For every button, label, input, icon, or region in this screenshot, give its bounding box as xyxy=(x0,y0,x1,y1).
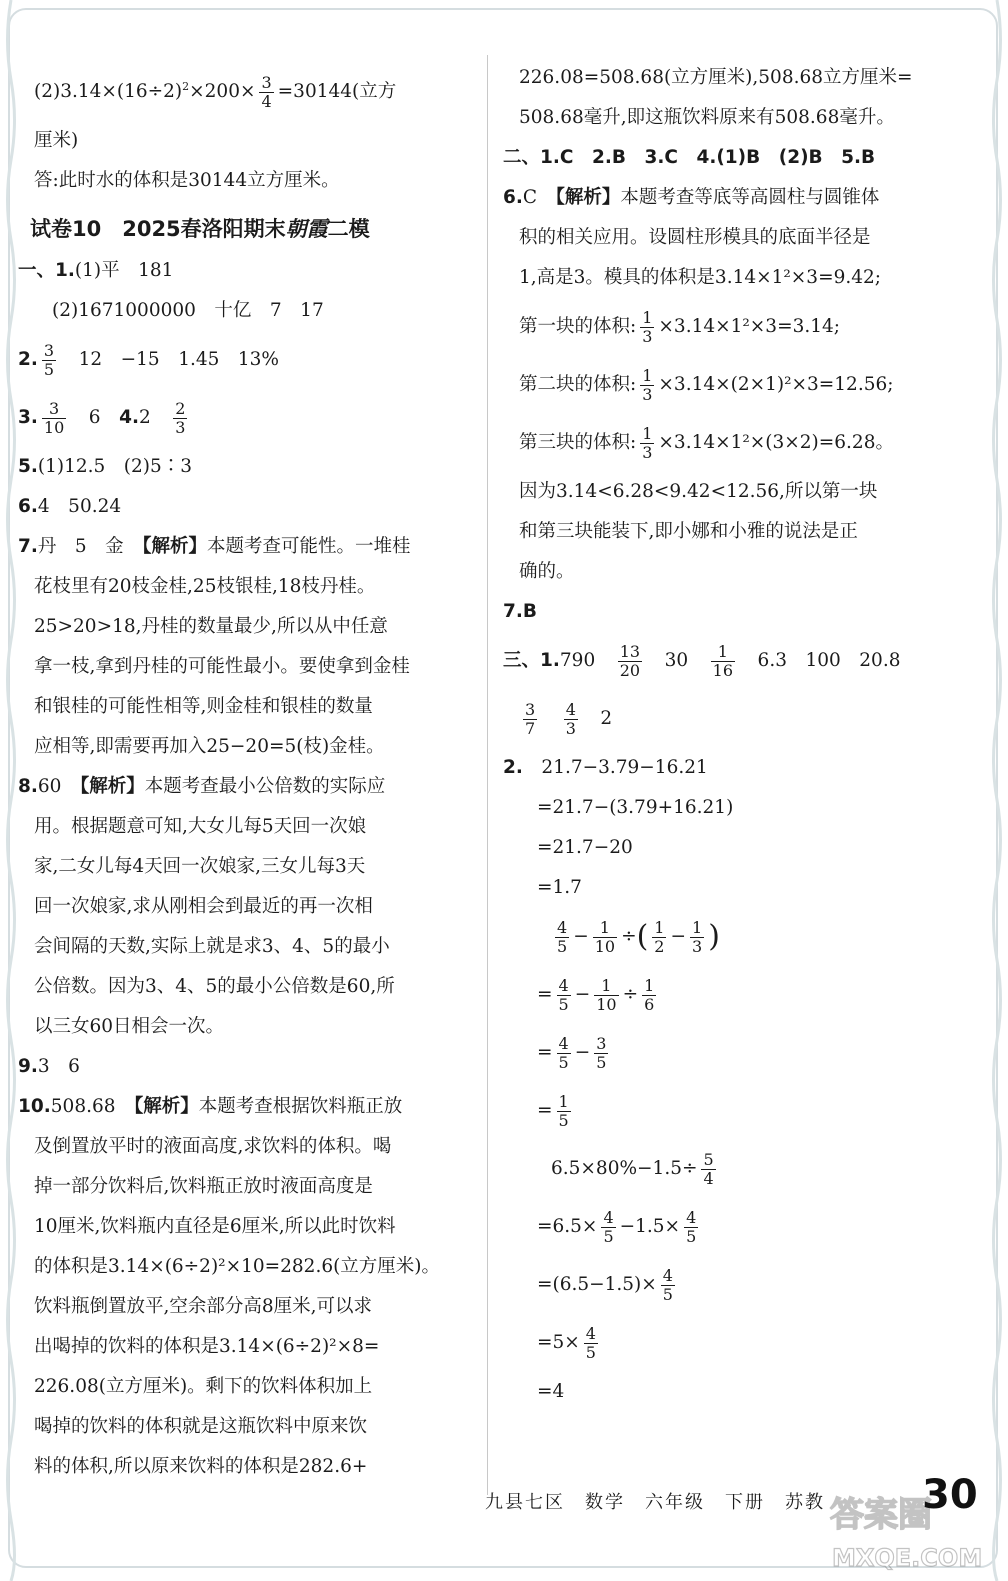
question-10: 10.508.68 【解析】本题考查根据饮料瓶正放 xyxy=(18,1096,403,1118)
explanation-line: 出喝掉的饮料的体积是3.14×(6÷2)²×8= xyxy=(34,1336,380,1358)
question-2: 2. $\frac{3}{5}$ 12 −15 1.45 13% xyxy=(18,340,280,379)
calc-line: = $\frac{4}{5}$ − $\frac{3}{5}$ xyxy=(537,1033,607,1072)
answer-line: 第一块的体积: $\frac{1}{3}$ ×3.14×1²×3=3.14; xyxy=(519,307,840,346)
footer-subject: 数学 xyxy=(585,1492,625,1513)
fraction: $\frac{3}{4}$ xyxy=(261,72,272,111)
question-9: 9.3 6 xyxy=(18,1056,80,1078)
answer-line: 第三块的体积: $\frac{1}{3}$ ×3.14×1²×(3×2)=6.28。 xyxy=(519,423,894,462)
svg-text:答案圈: 答案圈 xyxy=(830,1495,932,1535)
explanation-line: 会间隔的天数,实际上就是求3、4、5的最小 xyxy=(34,936,390,958)
column-divider xyxy=(487,55,488,1495)
explanation-line: 和银桂的可能性相等,则金桂和银桂的数量 xyxy=(34,696,373,718)
explanation-line: 10厘米,饮料瓶内直径是6厘米,所以此时饮料 xyxy=(34,1216,396,1238)
answer-line: 答:此时水的体积是30144立方厘米。 xyxy=(34,170,340,192)
page-footer xyxy=(485,1488,825,1514)
explanation-line: 用。根据题意可知,大女儿每5天回一次娘 xyxy=(34,816,367,838)
answer-line: 厘米) xyxy=(34,130,79,152)
logo-text: 朝霞 xyxy=(285,216,328,242)
explanation-line: 拿一枝,拿到丹桂的可能性最小。要使拿到金桂 xyxy=(34,656,410,678)
answer-line: 积的相关应用。设圆柱形模具的底面半径是 xyxy=(519,227,871,248)
explanation-line: 以三女60日相会一次。 xyxy=(34,1016,225,1038)
answer-line: 508.68毫升,即这瓶饮料原来有508.68毫升。 xyxy=(519,107,895,128)
question-10-explanation xyxy=(18,1127,473,1487)
svg-text:MXQE.COM: MXQE.COM xyxy=(832,1544,983,1572)
calc-line: $\frac{4}{5}$ − $\frac{1}{10}$ ÷( $\frac{1}{2}$ − $\frac{1}{3}$ ) xyxy=(557,917,720,956)
explanation-line: 回一次娘家,求从刚相会到最近的再一次相 xyxy=(34,896,373,918)
explanation-line: 掉一部分饮料后,饮料瓶正放时液面高度是 xyxy=(34,1176,373,1198)
answer-line: 226.08=508.68(立方厘米),508.68立方厘米= xyxy=(519,67,913,88)
answer-line: $(2)3.14\times(16\div 2)^2\times 200\times$ $\frac{3}{4}$ =30144(立方 xyxy=(34,72,397,111)
section-3-q1-cont: $\frac{3}{7}$ $\frac{4}{3}$ 2 xyxy=(525,699,613,738)
answer-line: 和第三块能装下,即小娜和小雅的说法是正 xyxy=(519,521,858,542)
footer-edition: 苏教 xyxy=(785,1492,825,1513)
footer-grade: 六年级 xyxy=(645,1492,705,1513)
left-column xyxy=(18,58,473,1487)
calc-line: 2. 21.7−3.79−16.21 xyxy=(503,757,708,778)
explanation-line: 应相等,即需要再加入25−20=5(枝)金桂。 xyxy=(34,736,385,758)
question-6: 6.4 50.24 xyxy=(18,496,122,518)
question-7-explanation xyxy=(18,567,473,767)
explanation-line: 饮料瓶倒置放平,空余部分高8厘米,可以求 xyxy=(34,1296,373,1318)
question-8: 8.60 【解析】本题考查最小公倍数的实际应 xyxy=(18,776,386,798)
explanation-line: 花枝里有20枝金桂,25枝银桂,18枝丹桂。 xyxy=(34,576,376,598)
answer-line: 确的。 xyxy=(519,561,575,582)
calc-line: =1.7 xyxy=(537,877,582,898)
calc-line: =21.7−20 xyxy=(537,837,633,858)
question-6: 6.C 【解析】本题考查等底等高圆柱与圆锥体 xyxy=(503,187,880,208)
calc-line: =21.7−(3.79+16.21) xyxy=(537,797,734,818)
calc-line: = $\frac{4}{5}$ − $\frac{1}{10}$ ÷ $\frac{1}{6}$ xyxy=(537,975,655,1014)
question-8-explanation xyxy=(18,807,473,1047)
answer-line: 第二块的体积: $\frac{1}{3}$ ×3.14×(2×1)²×3=12.56; xyxy=(519,365,894,404)
question-7: 7.B xyxy=(503,601,538,622)
section-3-q1: 三、1.790 $\frac{13}{20}$ 30 $\frac{1}{16}$ 6.3 100 20.8 xyxy=(503,641,901,680)
explanation-line: 及倒置放平时的液面高度,求饮料的体积。喝 xyxy=(34,1136,392,1158)
page-number: 30 xyxy=(922,1472,978,1518)
explanation-line: 25>20>18,丹桂的数量最少,所以从中任意 xyxy=(34,616,388,638)
footer-term: 下册 xyxy=(725,1492,765,1513)
section-title: 试卷10 2025春洛阳期末朝霞二模 xyxy=(30,216,370,242)
calc-line: =4 xyxy=(537,1381,565,1402)
question-5: 5.(1)12.5 (2)5∶3 xyxy=(18,456,193,478)
explanation-line: 喝掉的饮料的体积就是这瓶饮料中原来饮 xyxy=(34,1416,368,1438)
explanation-line: 226.08(立方厘米)。剩下的饮料体积加上 xyxy=(34,1376,373,1398)
explanation-line: 的体积是3.14×(6÷2)²×10=282.6(立方厘米)。 xyxy=(34,1256,441,1278)
explanation-line: 家,二女儿每4天回一次娘家,三女儿每3天 xyxy=(34,856,366,878)
section-2-answers: 二、1.C 2.B 3.C 4.(1)B (2)B 5.B xyxy=(503,147,876,168)
footer-region: 九县七区 xyxy=(485,1492,565,1513)
question-3-4: 3. $\frac{3}{10}$ 6 4.2 $\frac{2}{3}$ xyxy=(18,398,186,437)
right-column xyxy=(503,58,958,1412)
explanation-line: 公倍数。因为3、4、5的最小公倍数是60,所 xyxy=(34,976,395,998)
calc-line: =6.5× $\frac{4}{5}$ −1.5× $\frac{4}{5}$ xyxy=(537,1207,697,1246)
question-1a: 一、1.(1)平 181 xyxy=(18,260,174,282)
calc-line: 6.5×80%−1.5÷ $\frac{5}{4}$ xyxy=(551,1149,714,1188)
decorative-border-right xyxy=(986,0,1008,1581)
answer-line: 1,高是3。模具的体积是3.14×1²×3=9.42; xyxy=(519,267,881,288)
calc-line: =5× $\frac{4}{5}$ xyxy=(537,1323,596,1362)
question-1b: (2)1671000000 十亿 7 17 xyxy=(52,300,324,322)
question-7: 7.丹 5 金 【解析】本题考查可能性。一堆桂 xyxy=(18,536,411,558)
answer-line: 因为3.14<6.28<9.42<12.56,所以第一块 xyxy=(519,481,878,502)
explanation-line: 料的体积,所以原来饮料的体积是282.6+ xyxy=(34,1456,368,1478)
calc-line: =(6.5−1.5)× $\frac{4}{5}$ xyxy=(537,1265,673,1304)
calc-line: = $\frac{1}{5}$ xyxy=(537,1091,569,1130)
